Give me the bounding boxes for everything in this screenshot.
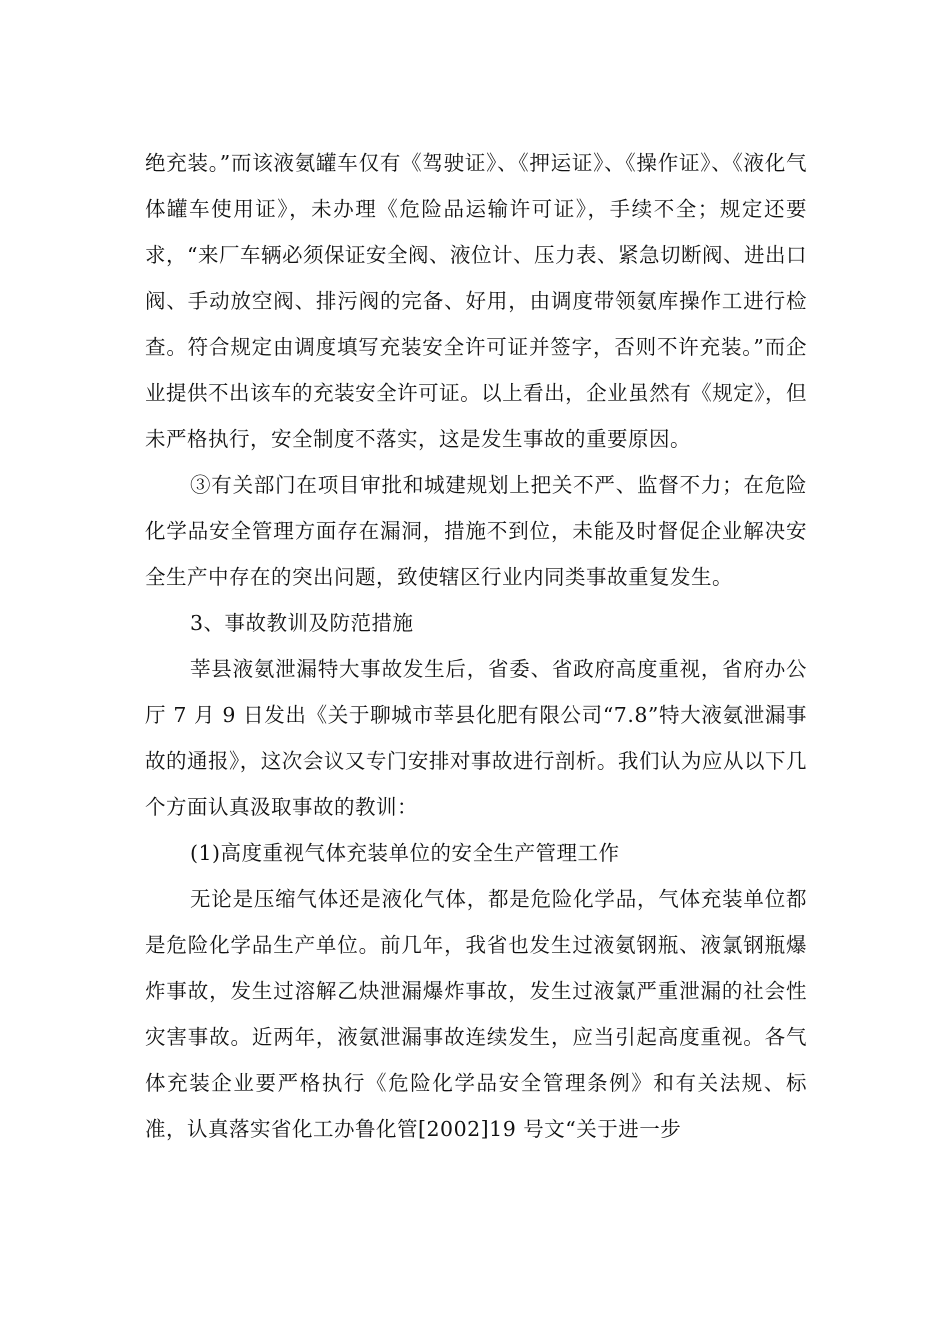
paragraph-incident-report: 莘县液氨泄漏特大事故发生后，省委、省政府高度重视，省府办公厅 7 月 9 日发出《关于聊城市莘县化肥有限公司“7.8”特大液氨泄漏事故的通报》，这次会议又专门安排对事故进行剖析。我们认为应从以下几个方面认真汲取事故的教训： <box>145 657 807 819</box>
section-heading: 3、事故教训及防范措施 <box>190 611 414 635</box>
subsection-heading: (1)高度重视气体充装单位的安全生产管理工作 <box>190 841 620 865</box>
paragraph-item-3: ③有关部门在项目审批和城建规划上把关不严、监督不力；在危险化学品安全管理方面存在漏洞，措施不到位，未能及时督促企业解决安全生产中存在的突出问题，致使辖区行业内同类事故重复发生。 <box>145 473 807 589</box>
paragraph-continuation: 绝充装。”而该液氨罐车仅有《驾驶证》、《押运证》、《操作证》、《液化气体罐车使用证》，未办理《危险品运输许可证》，手续不全；规定还要求，“来厂车辆必须保证安全阀、液位计、压力表、紧急切断阀、进出口阀、手动放空阀、排污阀的完备、好用，由调度带领氨库操作工进行检查。符合规定由调度填写充装安全许可证并签字，否则不许充装。”而企业提供不出该车的充装安全许可证。以上看出，企业虽然有《规定》，但未严格执行，安全制度不落实，这是发生事故的重要原因。 <box>145 151 807 451</box>
document-page <box>145 140 807 1152</box>
paragraph-gas-filling: 无论是压缩气体还是液化气体，都是危险化学品，气体充装单位都是危险化学品生产单位。前几年，我省也发生过液氨钢瓶、液氯钢瓶爆炸事故，发生过溶解乙炔泄漏爆炸事故，发生过液氯严重泄漏的社会性灾害事故。近两年，液氨泄漏事故连续发生，应当引起高度重视。各气体充装企业要严格执行《危险化学品安全管理条例》和有关法规、标准，认真落实省化工办鲁化管[2002]19 号文“关于进一步 <box>145 887 807 1141</box>
